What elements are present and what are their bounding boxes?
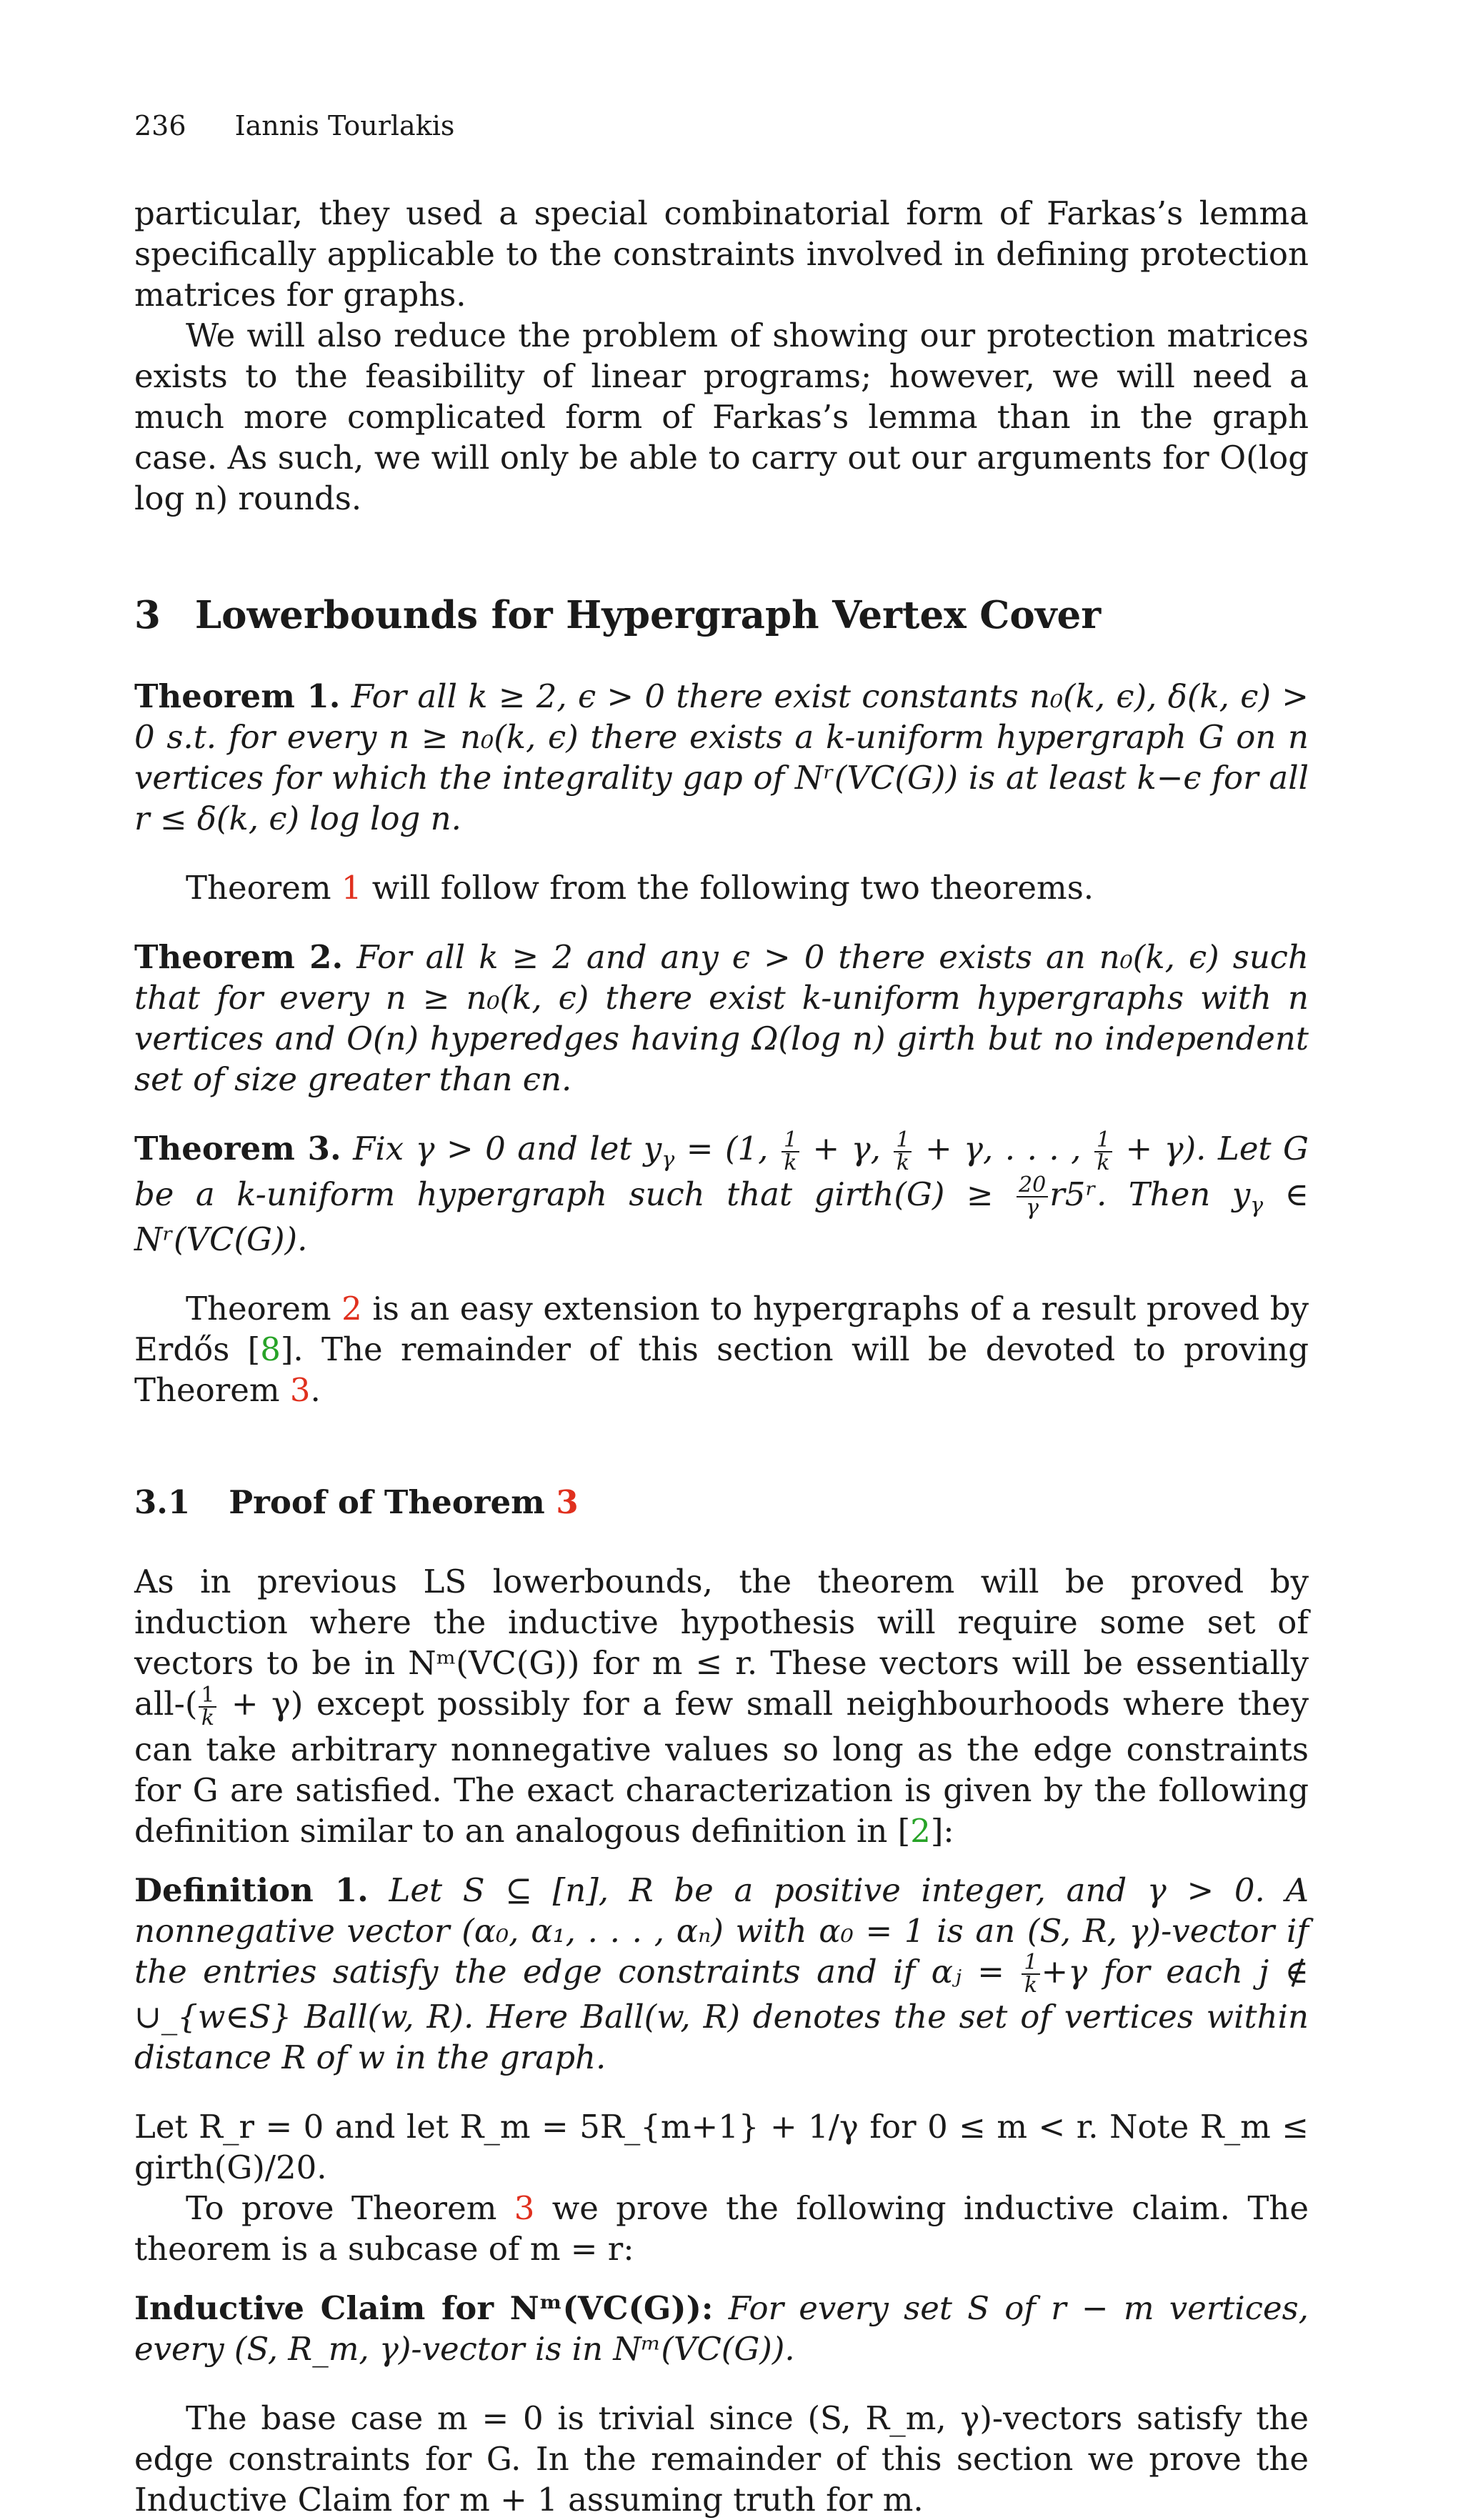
theorem-3 [134,1128,1309,1260]
inductive-claim-label: Inductive Claim for Nᵐ(VC(G)): [134,2289,714,2327]
fraction: $\frac{20}{\gamma}$ [1017,1175,1048,1219]
inductive-claim-text: For every set S of r − m vertices, every (S, R_m, γ)-vector is in Nᵐ(VC(G)). [134,2289,1309,2368]
theorem-ref-link[interactable]: 3 [514,2189,535,2227]
theorem-ref-link[interactable]: 1 [341,869,362,907]
subsection-title: Proof of Theorem [229,1483,556,1521]
paragraph-base-case: The base case m = 0 is trivial since (S, R_m, γ)-vectors satisfy the edge constraints for G. In the remainder of this section we prove the Inductive Claim for m + 1 assuming truth for m. [134,2399,1309,2519]
theorem-2-text: For all k ≥ 2 and any ϵ > 0 there exists an n₀(k, ϵ) such that for every n ≥ n₀(k, ϵ) there exist k-uniform hypergraphs with n vertices and O(n) hyperedges having Ω(log n) girth but no independent set of size greater than ϵn. [134,938,1309,1098]
theorem-1-text: For all k ≥ 2, ϵ > 0 there exist constants n₀(k, ϵ), δ(k, ϵ) > 0 s.t. for every n ≥ n₀(k, ϵ) there exists a k-uniform hypergraph G on n vertices for which the integrality gap of Nʳ(VC(G)) is at least k−ϵ for all r ≤ δ(k, ϵ) log log n. [134,677,1309,837]
fraction: $\frac{1}{k}$ [894,1130,912,1174]
theorem-ref-link[interactable]: 2 [341,1290,362,1328]
theorem-2 [134,937,1309,1100]
theorem-1 [134,676,1309,839]
citation-link[interactable]: 8 [260,1330,281,1368]
section-title: Lowerbounds for Hypergraph Vertex Cover [194,593,1102,637]
definition-1 [134,1870,1309,2078]
theorem-2-label: Theorem 2. [134,938,344,976]
paragraph-farkas: We will also reduce the problem of showing our protection matrices exists to the feasibility of linear programs; however, we will need a much more complicated form of Farkas’s lemma than in the graph case. As such, we will only be able to carry out our arguments for O(log log n) rounds. [134,317,1309,517]
citation-link[interactable]: 2 [910,1811,931,1850]
theorem-3-label: Theorem 3. [134,1130,341,1167]
page-number: 236 [134,110,186,141]
theorem-3-text: Fix γ > 0 and let $y_\gamma = (1$, $\frac{1}{k}$ + γ, $\frac{1}{k}$ + γ, . . . , $\frac{1}{k}$ + γ). Let G be a k-uniform hypergraph such that girth(G) ≥ $\frac{20}{\gamma}$ r5ʳ. Then $y_\gamma$ ∈ Nʳ(VC(G)). [134,1127,1309,1258]
running-author: Iannis Tourlakis [234,110,455,141]
fraction: $\frac{1}{k}$ [782,1130,799,1174]
section-heading [134,593,1309,637]
subsection-heading [134,1482,1309,1523]
definition-1-label: Definition 1. [134,1871,369,1909]
definition-1-text: Let S ⊆ [n], R be a positive integer, and γ > 0. A nonnegative vector (α₀, α₁, . . . , αₙ) with α₀ = 1 is an (S, R, γ)-vector if the entries satisfy the edge constraints and if αⱼ = $\frac{1}{k}$ +γ for each j ∉ ∪_{w∈S} Ball(w, R). Here Ball(w, R) denotes the set of vertices within distance R of w in the graph. [134,1871,1309,2076]
theorem-ref-link[interactable]: 3 [289,1371,311,1409]
paragraph-intro-continued: particular, they used a special combinatorial form of Farkas’s lemma specifically applicable to the constraints involved in defining protection matrices for graphs. [134,194,1309,314]
inductive-claim [134,2288,1309,2369]
paragraph-inductive-claim-intro: To prove Theorem 3 we prove the following inductive claim. The theorem is a subcase of m = r: [134,2189,1309,2268]
section-number: 3 [134,593,161,637]
fraction: $\frac{1}{k}$ [1094,1130,1112,1174]
theorem-ref-link[interactable]: 3 [556,1483,579,1521]
running-header [134,110,454,141]
paragraph-radii: Let R_r = 0 and let R_m = 5R_{m+1} + 1/γ for 0 ≤ m < r. Note R_m ≤ girth(G)/20. [134,2108,1309,2186]
paragraph-induction: As in previous LS lowerbounds, the theorem will be proved by induction where the inductive hypothesis will require some set of vectors to be in Nᵐ(VC(G)) for m ≤ r. These vectors will be essentially all-( $\frac{1}{k}$ + γ) except possibly for a few small neighbourhoods where they can take arbitrary nonnegative values so long as the edge constraints for G are satisfied. The exact characterization is given by the following definition similar to an analogous definition in [2]: [134,1563,1309,1850]
fraction: $\frac{1}{k}$ [1022,1952,1039,1996]
paragraph-erdos: Theorem 2 is an easy extension to hypergraphs of a result proved by Erdős [8]. The remainder of this section will be devoted to proving Theorem 3. [134,1290,1309,1409]
fraction: $\frac{1}{k}$ [199,1685,216,1729]
subsection-number: 3.1 [134,1483,191,1521]
paragraph-theorem-1-followup: Theorem 1 will follow from the following two theorems. [186,869,1094,907]
theorem-1-label: Theorem 1. [134,677,341,715]
page-body [134,193,1309,2520]
